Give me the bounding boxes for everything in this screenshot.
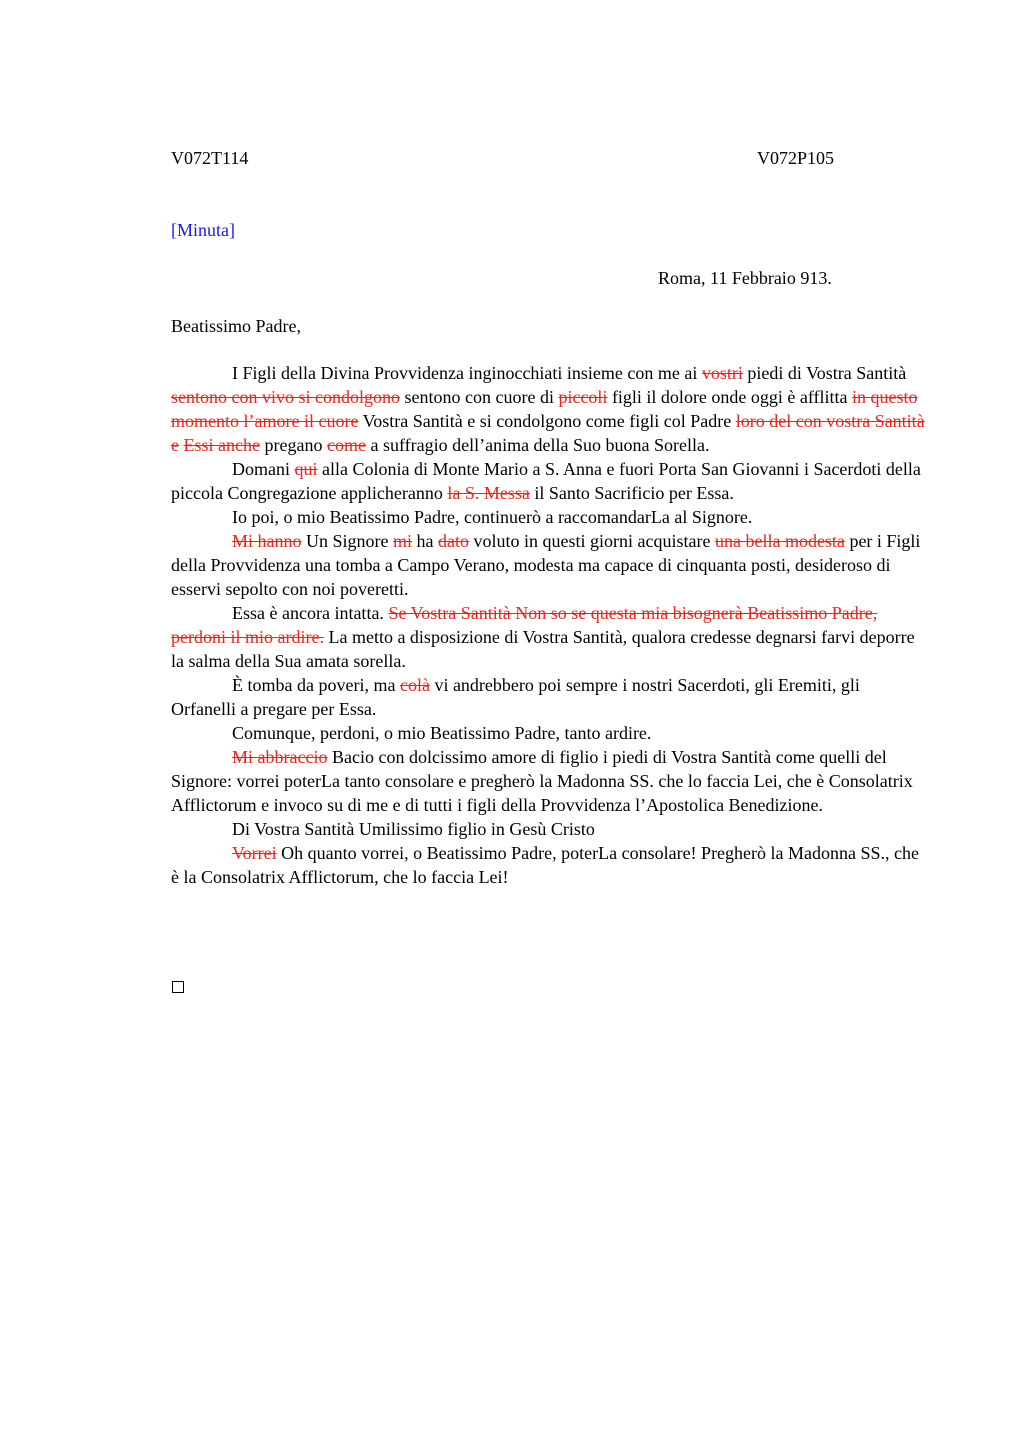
text-run: Un Signore bbox=[301, 531, 393, 551]
letter-paragraph bbox=[171, 745, 926, 817]
deleted-text: colà bbox=[399, 675, 430, 695]
letter-paragraph bbox=[171, 817, 926, 841]
date-line: Roma, 11 Febbraio 913. bbox=[658, 268, 832, 288]
text-run: La metto a disposizione di Vostra Santità, qualora credesse degnarsi farvi deporre la salma della Sua amata sorella. bbox=[171, 627, 915, 671]
text-run: Bacio con dolcissimo amore di figlio i piedi di Vostra Santità come quelli del Signore: vorrei poterLa tanto consolare e pregherò la Madonna SS. che lo faccia Lei, che è Consolatrix Afflictorum e invoco su di me e di tutti i figli della Provvidenza l’Apostolica Benedizione. bbox=[171, 747, 913, 815]
deleted-text: in questo momento l’amore il cuore bbox=[171, 387, 918, 431]
deleted-text: piccoli bbox=[558, 387, 608, 407]
text-run: Essa è ancora intatta. bbox=[232, 603, 389, 623]
text-run: Vostra Santità e si condolgono come figli col Padre bbox=[358, 411, 736, 431]
salutation: Beatissimo Padre, bbox=[171, 316, 301, 336]
deleted-text: una bella modesta bbox=[714, 531, 845, 551]
text-run: a suffragio dell’anima della Suo buona Sorella. bbox=[365, 435, 710, 455]
deleted-text: la S. Messa bbox=[447, 483, 530, 503]
end-square-icon bbox=[172, 981, 184, 993]
text-run: voluto in questi giorni acquistare bbox=[469, 531, 715, 551]
page-code-right: V072P105 bbox=[757, 148, 835, 168]
letter-paragraph bbox=[171, 505, 926, 529]
text-run: Io poi, o mio Beatissimo Padre, continuerò a raccomandarLa al Signore. bbox=[232, 507, 753, 527]
text-run: per i Figli della Provvidenza una tomba a Campo Verano, modesta ma capace di cinquanta posti, desideroso di esservi sepolto con noi poveretti. bbox=[171, 531, 921, 599]
deleted-text: Vorrei bbox=[232, 843, 277, 863]
text-run: I Figli della Divina Provvidenza inginocchiati insieme con me ai bbox=[232, 363, 702, 383]
document-type-label: [Minuta] bbox=[171, 220, 235, 240]
text-run: Di Vostra Santità Umilissimo figlio in Gesù Cristo bbox=[232, 819, 595, 839]
text-run: Oh quanto vorrei, o Beatissimo Padre, poterLa consolare! Pregherò la Madonna SS., che è la Consolatrix Afflictorum, che lo faccia Lei! bbox=[171, 843, 920, 887]
text-run: vi andrebbero poi sempre i nostri Sacerdoti, gli Eremiti, gli Orfanelli a pregare per Essa. bbox=[171, 675, 860, 719]
text-run: Domani bbox=[232, 459, 295, 479]
letter-paragraph bbox=[171, 673, 926, 721]
text-run: alla Colonia di Monte Mario a S. Anna e fuori Porta San Giovanni i Sacerdoti della piccola Congregazione applicheranno bbox=[171, 459, 921, 503]
text-run: il Santo Sacrificio per Essa. bbox=[529, 483, 734, 503]
letter-paragraph bbox=[171, 457, 926, 505]
letter-paragraph bbox=[171, 601, 926, 673]
text-run: Comunque, perdoni, o mio Beatissimo Padre, tanto ardire. bbox=[232, 723, 652, 743]
letter-paragraph bbox=[171, 361, 926, 457]
text-run: sentono con cuore di bbox=[399, 387, 559, 407]
volume-code-left: V072T114 bbox=[171, 148, 249, 168]
deleted-text: come bbox=[326, 435, 366, 455]
deleted-text: sentono con vivo si condolgono bbox=[171, 387, 400, 407]
letter-paragraph bbox=[171, 841, 926, 889]
deleted-text: Essi anche bbox=[183, 435, 260, 455]
deleted-text: Se Vostra Santità Non so se questa mia bisognerà Beatissimo Padre, perdoni il mio ardire. bbox=[171, 603, 878, 647]
letter-body bbox=[171, 361, 926, 889]
text-run: figli il dolore onde oggi è afflitta bbox=[607, 387, 853, 407]
text-run: piedi di Vostra Santità bbox=[742, 363, 907, 383]
letter-paragraph bbox=[171, 721, 926, 745]
deleted-text: mi bbox=[393, 531, 413, 551]
letter-paragraph bbox=[171, 529, 926, 601]
text-run: pregano bbox=[259, 435, 327, 455]
text-run: ha bbox=[412, 531, 439, 551]
text-run: È tomba da poveri, ma bbox=[232, 675, 400, 695]
deleted-text: Mi hanno bbox=[232, 531, 302, 551]
deleted-text: loro del con vostra Santità e bbox=[171, 411, 925, 455]
deleted-text: dato bbox=[438, 531, 470, 551]
deleted-text: Mi abbraccio bbox=[232, 747, 328, 767]
deleted-text: vostri bbox=[701, 363, 743, 383]
deleted-text: qui bbox=[294, 459, 318, 479]
